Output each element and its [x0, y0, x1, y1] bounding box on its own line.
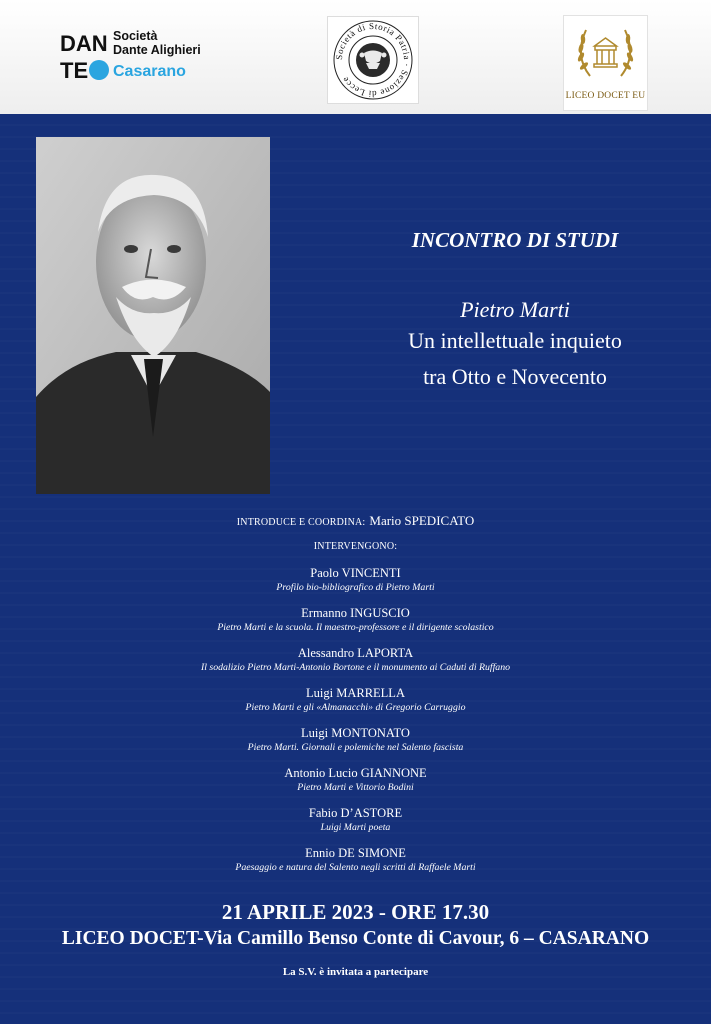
speaker-talk: Pietro Marti e la scuola. Il maestro-professore e il dirigente scolastico: [217, 622, 494, 633]
speaker-name: Paolo VINCENTI: [310, 566, 401, 580]
invitation-note: La S.V. è invitata a partecipare: [282, 966, 429, 978]
event-venue: LICEO DOCET-Via Camillo Benso Conte di Cavour, 6 – CASARANO: [61, 928, 650, 949]
subtitle-line2: tra Otto e Novecento: [423, 364, 607, 389]
speaker-name: Antonio Lucio GIANNONE: [284, 766, 427, 780]
dante-alighieri-logo: [60, 29, 201, 84]
seal-ring-text: Società di Storia Patria · Sezione di Lecce: [333, 20, 413, 100]
dante-line1: Società: [113, 29, 158, 43]
portrait-photo: [36, 137, 270, 494]
logo-header: [0, 0, 711, 114]
speaker-talk: Il sodalizio Pietro Marti-Antonio Bortone e il monumento ai Caduti di Ruffano: [200, 662, 511, 673]
dante-line3: Casarano: [113, 63, 186, 80]
speaker-talk: Pietro Marti e Vittorio Bodini: [297, 782, 414, 793]
speaker-name: Ermanno INGUSCIO: [301, 606, 410, 620]
speaker-name: Luigi MONTONATO: [301, 726, 410, 740]
subtitle-line1: Un intellettuale inquieto: [408, 328, 622, 353]
speaker-talk: Profilo bio-bibliografico di Pietro Marti: [276, 582, 435, 593]
event-date: 21 APRILE 2023 - ORE 17.30: [221, 900, 490, 924]
speaker-talk: Pietro Marti. Giornali e polemiche nel Salento fascista: [247, 742, 464, 753]
speaker-name: Fabio D’ASTORE: [308, 806, 403, 820]
subject-name: Pietro Marti: [460, 297, 570, 322]
storia-patria-seal: [327, 16, 419, 104]
speaker-talk: Paesaggio e natura del Salento negli scritti di Raffaele Marti: [235, 862, 476, 873]
dante-mark-bottom: TE: [60, 58, 89, 83]
storia-patria-seal-icon: [328, 17, 418, 103]
intro-name: Mario SPEDICATO: [369, 513, 475, 528]
speaker-talk: Pietro Marti e gli «Almanacchi» di Gregorio Carruggio: [245, 702, 466, 713]
event-type-heading: INCONTRO DI STUDI: [411, 228, 619, 252]
intro-line: [0, 512, 711, 530]
speaker-name: Luigi MARRELLA: [306, 686, 405, 700]
speaker-name: Ennio DE SIMONE: [305, 846, 406, 860]
docet-label: LICEO DOCET EU: [565, 91, 646, 101]
dante-mark-top: DAN: [60, 31, 108, 56]
dante-mark-icon: [60, 30, 110, 84]
laurel-wreath-icon: [564, 16, 647, 88]
speakers-label: INTERVENGONO:: [313, 541, 398, 552]
liceo-docet-logo: [563, 15, 648, 111]
dante-line2: Dante Alighieri: [113, 43, 201, 57]
speaker-talk: Luigi Marti poeta: [320, 822, 391, 833]
speaker-name: Alessandro LAPORTA: [297, 646, 414, 660]
intro-label: INTRODUCE E COORDINA:: [236, 517, 366, 528]
